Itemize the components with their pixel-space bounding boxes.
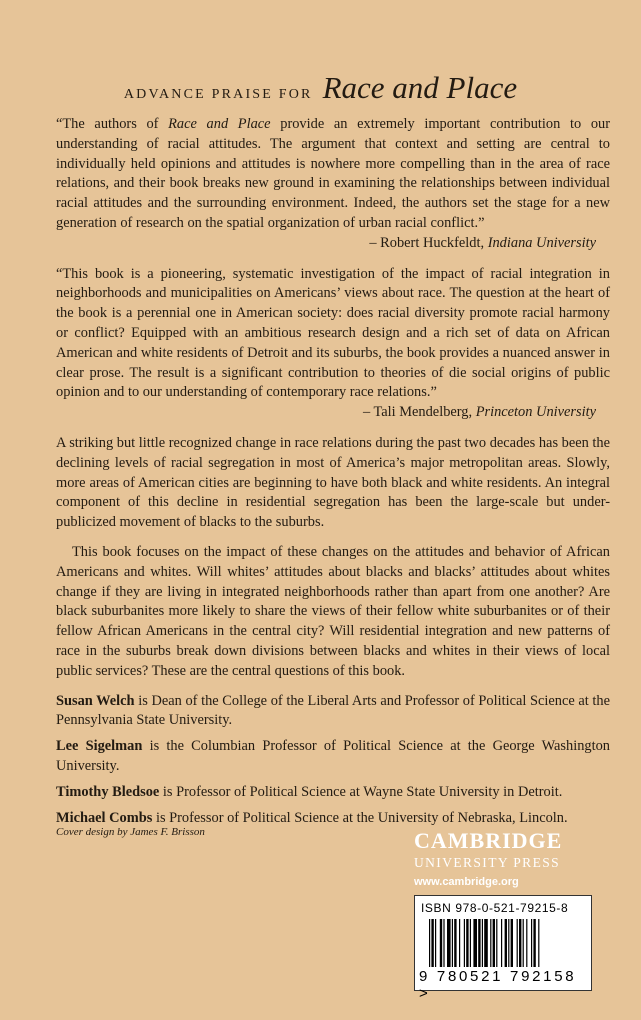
author-bio-text: is Professor of Political Science at the University of Nebraska, Lincoln.	[152, 809, 568, 826]
praise-heading-lead: ADVANCE PRAISE FOR	[123, 87, 313, 102]
quote-text	[56, 115, 610, 234]
barcode-bar	[533, 919, 535, 967]
barcode-bar	[523, 919, 524, 967]
barcode-bar	[519, 919, 521, 967]
description-paragraph: This book focuses on the impact of these changes on the attitudes and behavior of African Americans and whites. Will whites’ attitudes about blacks and blacks’ attitudes about whites change if they are living in integrated neighborhoods rather than apart from one another? Are black suburbanites more likely to share the views of their fellow white suburbanites or of their fellow African Americans in the central city? Will residential integration and new patterns of race in the suburbs break down divisions between blacks and whites in their views of local public services? These are the central questions of this book.	[56, 543, 610, 679]
quote-affiliation: Indiana University	[487, 234, 596, 251]
barcode-bar	[526, 919, 527, 967]
author-bio-text: is the Columbian Professor of Political Science at the George Washington University.	[56, 738, 610, 774]
barcode-bar	[447, 919, 451, 967]
author-name: Lee Sigelman	[56, 738, 143, 755]
barcode-digits: 9 780521 792158 >	[419, 968, 577, 1002]
quote-attribution	[56, 403, 610, 423]
barcode-bar	[493, 919, 495, 967]
barcode-bar	[429, 919, 430, 967]
barcode-bars	[429, 919, 579, 967]
barcode-bar	[478, 919, 480, 967]
barcode-bar	[501, 919, 502, 967]
barcode-bar	[505, 919, 507, 967]
isbn-barcode	[414, 895, 592, 1002]
author-bio	[56, 692, 610, 732]
barcode-bar	[470, 919, 471, 967]
barcode-bar	[464, 919, 465, 967]
barcode-bar	[443, 919, 444, 967]
barcode-bar	[482, 919, 483, 967]
author-bio-text: is Dean of the College of the Liberal Arts and Professor of Political Science at the Pennsylvania State University.	[56, 692, 610, 729]
praise-quote	[56, 115, 610, 254]
barcode-bar	[490, 919, 491, 967]
barcode-bar	[452, 919, 453, 967]
barcode-bar	[511, 919, 513, 967]
barcode-bar	[473, 919, 477, 967]
barcode-bar	[517, 919, 518, 967]
author-name: Susan Welch	[56, 692, 135, 709]
barcode-bar	[431, 919, 433, 967]
blurb-body	[56, 115, 610, 834]
barcode-bar	[508, 919, 509, 967]
isbn-number: ISBN 978-0-521-79215-8	[421, 901, 569, 915]
barcode-bar	[538, 919, 539, 967]
publisher-logo	[414, 830, 594, 890]
praise-quote	[56, 265, 610, 423]
quote-attribution	[56, 234, 610, 254]
publisher-subtitle: UNIVERSITY PRESS	[414, 855, 561, 870]
barcode-bar	[440, 919, 442, 967]
quote-author: – Tali Mendelberg,	[362, 404, 476, 421]
author-bio	[56, 737, 610, 777]
author-bio-text: is Professor of Political Science at Wayne State University in Detroit.	[159, 783, 563, 800]
quote-affiliation: Princeton University	[475, 404, 596, 421]
quote-text-part: provide an extremely important contribution to our understanding of racial attitudes. The argument that context and setting are central to individually held opinions and attitudes is nowhere more compelling than in the area of race relations, and their book breaks new ground in examining the relationships between individual racial attitudes and the surrounding environment. Indeed, the authors set the stage for a new generation of research on the spatial organization of urban racial conflict.”	[56, 116, 611, 231]
barcode-bar	[484, 919, 488, 967]
barcode-bar	[531, 919, 532, 967]
quote-author: – Robert Huckfeldt,	[369, 234, 488, 251]
author-name: Michael Combs	[56, 809, 153, 826]
praise-heading	[0, 70, 641, 106]
author-name: Timothy Bledsoe	[56, 783, 160, 800]
barcode-bar	[435, 919, 436, 967]
quote-text-part: “The authors of	[56, 116, 169, 132]
book-title: Race and Place	[322, 70, 518, 105]
quote-text-title: Race and Place	[168, 116, 271, 132]
description-paragraph: A striking but little recognized change in race relations during the past two decades has been the declining levels of racial segregation in most of America’s major metropolitan areas. Slowly, more areas of American cities are beginning to have both black and white residents. An integral component of this decline in residential segregation has been the large-scale but under-publicized movement of blacks to the suburbs.	[56, 434, 610, 531]
quote-text: “This book is a pioneering, systematic investigation of the impact of racial integration in neighborhoods and municipalities on Americans’ views about race. The question at the heart of the book is a perennial one in American society: does racial diversity promote racial harmony or conflict? Equipped with an ambitious research design and a rich set of data on African American and white residents of Detroit and its suburbs, the book provides a nuanced answer in clear prose. The result is a significant contribution to theories of die social origins of public opinion and to our understanding of contemporary race relations.”	[56, 265, 610, 401]
barcode-bar	[466, 919, 468, 967]
barcode-bar	[459, 919, 460, 967]
author-bio	[56, 783, 610, 803]
publisher-url: www.cambridge.org	[414, 876, 519, 888]
cover-design-credit: Cover design by James F. Brisson	[56, 826, 205, 838]
barcode-bar	[454, 919, 456, 967]
publisher-name: CAMBRIDGE	[414, 828, 563, 853]
barcode-bar	[496, 919, 497, 967]
